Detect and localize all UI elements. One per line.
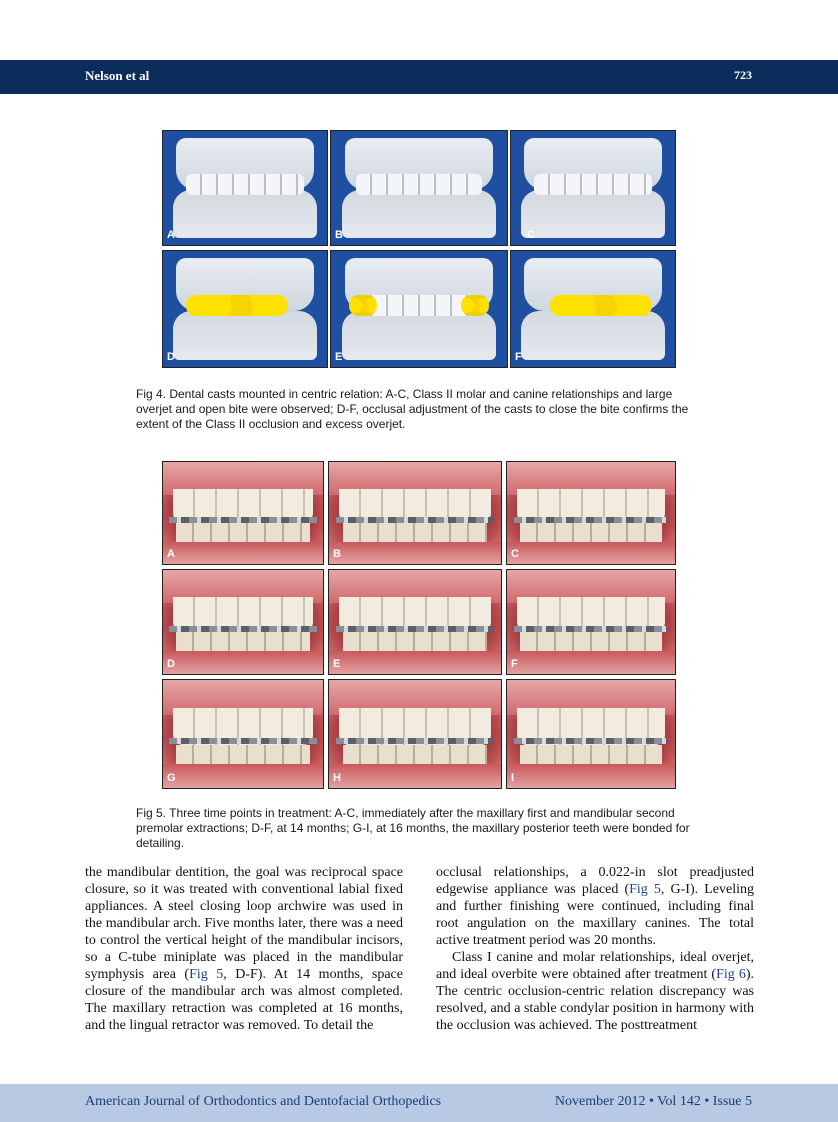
fig4-label: A [167, 229, 175, 241]
fig4-panel-a [162, 130, 328, 246]
fig5-panel-d [162, 569, 324, 675]
issue-info: November 2012 • Vol 142 • Issue 5 [554, 1094, 752, 1109]
body-paragraph: the mandibular dentition, the goal was reciprocal space closure, so it was treated with conventional labial fixed appliances. A steel closing loop archwire was used in the mandibular arch. Five months later, there was a need to control the vertical height of the mandibular incisors, so a C-tube miniplate was placed in the mandibular symphysis area (Fig 5, D-F). At 14 months, space closure of the mandibular arch was almost completed. The maxillary retraction was completed at 16 months, and the lingual retractor was removed. To detail the [85, 865, 403, 1033]
running-header [0, 60, 838, 94]
fig4-panel-b [330, 130, 508, 246]
fig5-label: H [333, 772, 341, 784]
body-left-column [85, 864, 403, 1034]
fig4-caption: Fig 4. Dental casts mounted in centric relation: A-C, Class II molar and canine relationships and large overjet and open bite were observed; D-F, occlusal adjustment of the casts to close the bite confirms the extent of the Class II occlusion and excess overjet. [136, 387, 689, 431]
fig5-label: F [511, 658, 518, 670]
fig4-label: C [527, 229, 535, 241]
fig5-label: B [333, 548, 341, 560]
fig5-panel-e [328, 569, 502, 675]
journal-name: American Journal of Orthodontics and Dentofacial Orthopedics [85, 1094, 442, 1109]
fig5-panel-f [506, 569, 676, 675]
fig4-label: E [335, 351, 343, 363]
figure-5 [162, 461, 676, 789]
body-right-column [436, 864, 754, 1034]
fig4-label: F [515, 351, 522, 363]
fig5-label: C [511, 548, 519, 560]
fig4-label: B [335, 229, 343, 241]
fig5-label: I [511, 772, 515, 784]
fig4-panel-d [162, 250, 328, 368]
fig5-panel-h [328, 679, 502, 789]
fig5-label: E [333, 658, 341, 670]
fig4-panel-e [330, 250, 508, 368]
fig5-caption: Fig 5. Three time points in treatment: A-C, immediately after the maxillary first and mandibular second premolar extractions; D-F, at 14 months; G-I, at 16 months, the maxillary posterior teeth were bonded for detailing. [136, 806, 690, 850]
fig4-label: D [167, 351, 175, 363]
running-author: Nelson et al [85, 68, 150, 83]
figure-4 [162, 130, 676, 368]
fig5-reference-link[interactable]: Fig 5 [629, 882, 661, 897]
fig4-panel-c [510, 130, 676, 246]
fig5-panel-a [162, 461, 324, 565]
body-paragraph: occlusal relationships, a 0.022-in slot preadjusted edgewise appliance was placed (Fig 5, G-I). Leveling and further finishing were continued, including final root angulation on the maxillary canines. The total active treatment period was 20 months. [436, 865, 754, 948]
fig5-panel-b [328, 461, 502, 565]
fig5-label: G [167, 772, 176, 784]
running-footer [0, 1084, 838, 1122]
page-number: 723 [734, 68, 752, 82]
body-paragraph: Class I canine and molar relationships, ideal overjet, and ideal overbite were obtained after treatment (Fig 6). The centric occlusion-centric relation discrepancy was resolved, and a stable condylar position in harmony with the occlusion was achieved. The posttreatment [436, 950, 754, 1033]
fig5-label: D [167, 658, 175, 670]
fig6-reference-link[interactable]: Fig 6 [716, 967, 746, 982]
fig5-panel-i [506, 679, 676, 789]
fig5-panel-g [162, 679, 324, 789]
fig5-reference-link[interactable]: Fig 5 [189, 967, 224, 982]
fig4-panel-f [510, 250, 676, 368]
fig5-panel-c [506, 461, 676, 565]
fig5-label: A [167, 548, 175, 560]
